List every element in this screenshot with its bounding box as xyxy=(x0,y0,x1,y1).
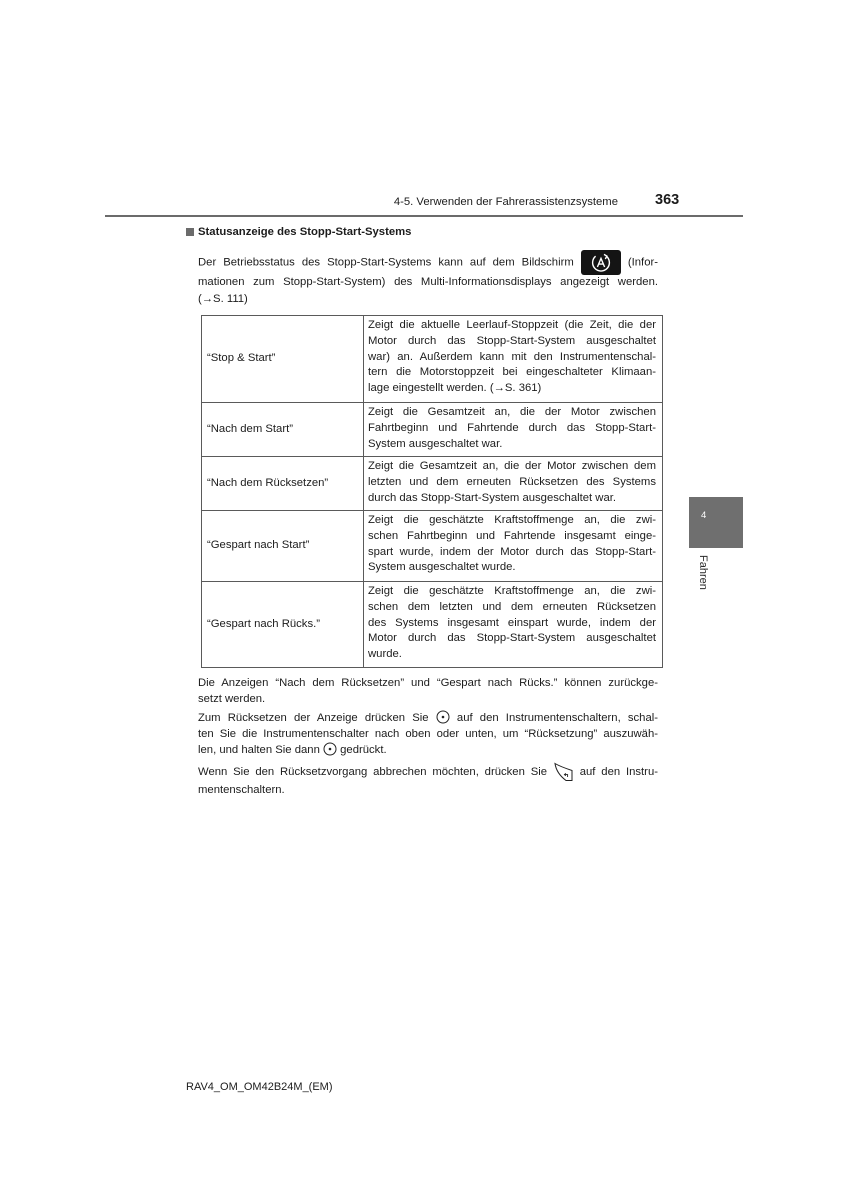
row-description xyxy=(364,457,662,510)
note-text: auf den Instru- xyxy=(579,765,658,778)
description-line: lage eingestellt werden. (→S. 361) xyxy=(368,382,542,395)
row-description xyxy=(364,403,662,456)
running-header: 4-5. Verwenden der Fahrerassistenzsysteme xyxy=(393,196,618,208)
description-line: spart wurde, indem der Motor durch das Stopp-Start- xyxy=(368,545,656,558)
note-line: ten Sie die Instrumentenschalter nach oben oder unten, um “Rücksetzung” auszuwäh- xyxy=(198,728,658,740)
chapter-number: 4 xyxy=(701,510,707,521)
header-rule xyxy=(105,215,743,217)
description-line: Zeigt die Gesamtzeit an, die der Motor zwischen xyxy=(368,406,656,418)
note-paragraph xyxy=(198,762,658,798)
ok-button-icon xyxy=(323,742,337,756)
row-description xyxy=(364,316,662,402)
description-line: war) an. Außerdem kann mit den Instrumentenschal- xyxy=(368,350,656,363)
description-line: System ausgeschaltet wurde. xyxy=(368,561,516,574)
description-line: tern die Motorstoppzeit bei eingeschalteter Klimaan- xyxy=(368,366,656,379)
description-line: Fahrtbeginn und Fahrtende durch das Stopp-Start- xyxy=(368,421,656,434)
row-label: “Gespart nach Start” xyxy=(202,511,364,581)
note-line xyxy=(198,710,658,726)
table-row xyxy=(202,581,662,667)
intro-paragraph xyxy=(198,250,658,307)
row-label: “Stop & Start” xyxy=(202,316,364,402)
note-text: Zum Rücksetzen der Anzeige drücken Sie xyxy=(198,712,429,724)
intro-text: (Infor- xyxy=(627,256,659,269)
row-label: “Nach dem Start” xyxy=(202,403,364,456)
note-line xyxy=(198,762,658,782)
row-label: “Nach dem Rücksetzen” xyxy=(202,457,364,510)
ok-button-icon xyxy=(436,710,450,724)
note-line: Die Anzeigen “Nach dem Rücksetzen” und “Gespart nach Rücks.” können zurückge- xyxy=(198,677,658,689)
table-row xyxy=(202,316,662,402)
description-line: letzten und dem erneuten Rücksetzen des Systems xyxy=(368,475,656,488)
note-line: setzt werden. xyxy=(198,693,266,705)
note-text: len, und halten Sie dann xyxy=(198,744,320,756)
intro-line xyxy=(198,250,658,274)
row-description xyxy=(364,511,662,581)
description-line: schen dem letzten und dem erneuten Rücksetzen xyxy=(368,600,656,613)
description-line: durch das Stopp-Start-System ausgeschaltet war. xyxy=(368,491,617,504)
intro-text: Der Betriebsstatus des Stopp-Start-Systems kann auf dem Bildschirm xyxy=(198,256,574,269)
description-line: Zeigt die geschätzte Kraftstoffmenge an, die zwi- xyxy=(368,585,656,597)
note-paragraph xyxy=(198,675,658,707)
description-line: wurde. xyxy=(368,648,402,661)
status-display-table xyxy=(201,315,663,668)
note-paragraph xyxy=(198,710,658,758)
note-text: Wenn Sie den Rücksetzvorgang abbrechen möchten, drücken Sie xyxy=(198,765,548,778)
description-line: Zeigt die Gesamtzeit an, die der Motor zwischen dem xyxy=(368,460,656,472)
description-line: schen Fahrtbeginn und Fahrtende insgesamt einge- xyxy=(368,529,656,542)
section-title: Statusanzeige des Stopp-Start-Systems xyxy=(198,226,412,238)
table-row xyxy=(202,402,662,456)
description-line: Zeigt die aktuelle Leerlauf-Stoppzeit (die Zeit, die der xyxy=(368,319,656,331)
note-text: gedrückt. xyxy=(340,744,387,756)
document-code: RAV4_OM_OM42B24M_(EM) xyxy=(186,1081,333,1093)
description-line: des Systems insgesamt einspart wurde, indem der xyxy=(368,616,656,629)
note-line xyxy=(198,742,658,758)
description-line: System ausgeschaltet war. xyxy=(368,437,503,450)
square-bullet-icon xyxy=(186,228,194,236)
table-row xyxy=(202,510,662,581)
page-number: 363 xyxy=(655,192,680,208)
intro-line: mationen zum Stopp-Start-System) des Multi-Informationsdisplays angezeigt werden. xyxy=(198,276,658,288)
chapter-title: Fahren xyxy=(697,555,709,590)
description-line: Zeigt die geschätzte Kraftstoffmenge an, die zwi- xyxy=(368,514,656,526)
table-row xyxy=(202,456,662,510)
note-text: auf den Instrumentenschaltern, schal- xyxy=(456,712,659,724)
row-label: “Gespart nach Rücks.” xyxy=(202,582,364,667)
note-line: mentenschaltern. xyxy=(198,784,285,796)
description-line: Motor durch das Stopp-Start-System ausgeschaltet xyxy=(368,334,656,347)
stop-start-display-icon xyxy=(581,250,621,275)
chapter-tab xyxy=(689,497,743,548)
intro-line: (→S. 111) xyxy=(198,292,248,305)
row-description xyxy=(364,582,662,667)
back-button-icon xyxy=(553,762,574,782)
description-line: Motor durch das Stopp-Start-System ausgeschaltet xyxy=(368,632,656,645)
